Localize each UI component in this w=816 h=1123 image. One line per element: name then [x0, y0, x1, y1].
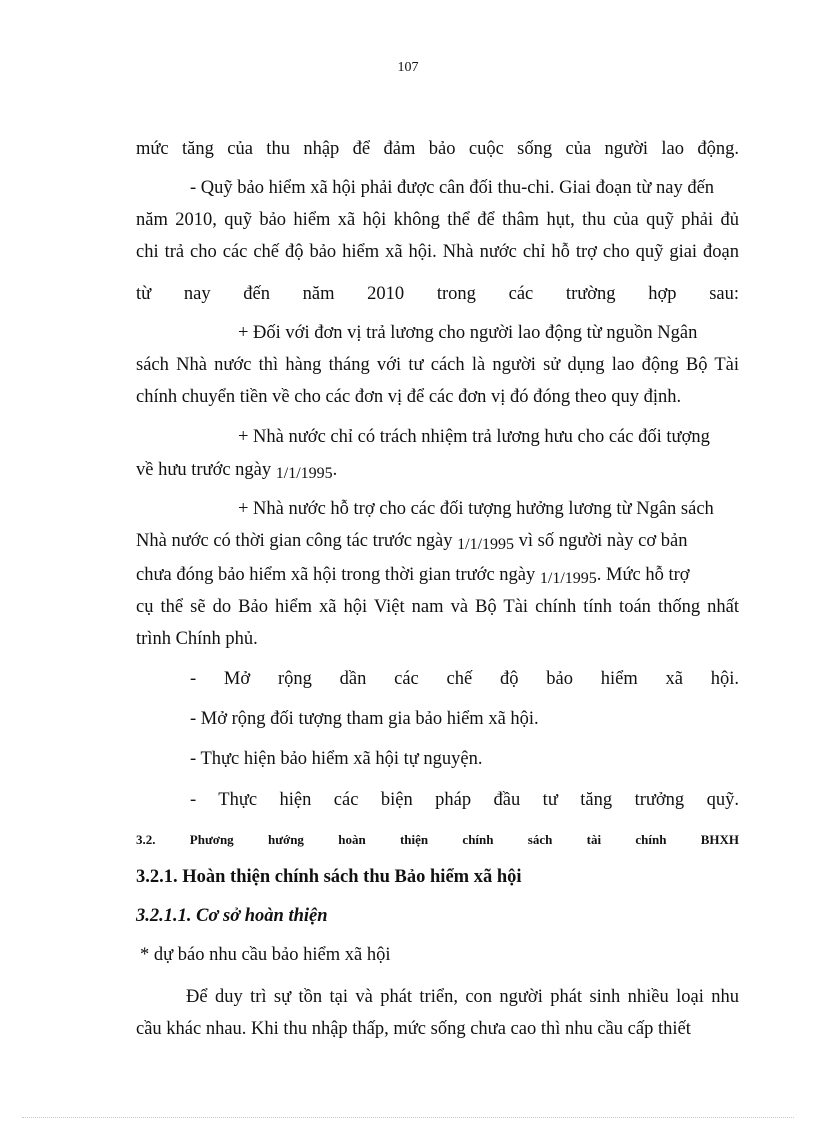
- text-line: từ nay đến năm 2010 trong các trường hợp sau:: [136, 284, 739, 304]
- subsection-heading: 3.2.1. Hoàn thiện chính sách thu Bảo hiểm xã hội: [136, 867, 522, 887]
- text-line: * dự báo nhu cầu bảo hiểm xã hội: [140, 945, 391, 965]
- text-line: - Quỹ bảo hiểm xã hội phải được cân đối thu-chi. Giai đoạn từ nay đến: [190, 178, 715, 198]
- text-line: chi trả cho các chế độ bảo hiểm xã hội. Nhà nước chỉ hỗ trợ cho quỹ giai đoạn: [136, 242, 739, 262]
- text-line: + Nhà nước hỗ trợ cho các đối tượng hưởng lương từ Ngân sách: [238, 499, 714, 519]
- footer-divider: [22, 1117, 794, 1118]
- text-line: - Mở rộng đối tượng tham gia bảo hiểm xã hội.: [190, 709, 539, 729]
- text-line: - Thực hiện các biện pháp đầu tư tăng trưởng quỹ.: [190, 790, 739, 810]
- text-line: - Mở rộng dần các chế độ bảo hiểm xã hội.: [190, 669, 739, 689]
- date-value: 1/1/1995: [539, 570, 597, 587]
- section-heading: 3.2. Phương hướng hoàn thiện chính sách tài chính BHXH: [136, 832, 739, 847]
- text-line: + Nhà nước chỉ có trách nhiệm trả lương hưu cho các đối tượng: [238, 427, 710, 447]
- text-line: [136, 563, 739, 588]
- text-segment: . Mức hỗ trợ: [596, 565, 690, 585]
- text-line: trình Chính phủ.: [136, 629, 258, 649]
- text-segment: .: [332, 460, 338, 480]
- text-line: [136, 458, 739, 483]
- subsubsection-heading: 3.2.1.1. Cơ sở hoàn thiện: [136, 906, 328, 926]
- text-line: cụ thể sẽ do Bảo hiểm xã hội Việt nam và Bộ Tài chính tính toán thống nhất: [136, 597, 739, 617]
- text-line: + Đối với đơn vị trả lương cho người lao động từ nguồn Ngân: [238, 323, 698, 343]
- text-line: [136, 529, 739, 554]
- text-line: - Thực hiện bảo hiểm xã hội tự nguyện.: [190, 749, 483, 769]
- text-line: Để duy trì sự tồn tại và phát triển, con người phát sinh nhiều loại nhu: [186, 987, 739, 1007]
- date-value: 1/1/1995: [275, 465, 333, 482]
- text-segment: về hưu trước ngày: [136, 460, 276, 480]
- text-segment: Nhà nước có thời gian công tác trước ngày: [136, 531, 458, 551]
- page-number: 107: [397, 60, 419, 75]
- text-line: năm 2010, quỹ bảo hiểm xã hội không thể để thâm hụt, thu của quỹ phải đủ: [136, 210, 739, 230]
- text-line: sách Nhà nước thì hàng tháng với tư cách là người sử dụng lao động Bộ Tài: [136, 355, 739, 375]
- text-segment: vì số người này cơ bản: [514, 531, 688, 551]
- date-value: 1/1/1995: [457, 536, 515, 553]
- text-line: chính chuyển tiền về cho các đơn vị để các đơn vị đó đóng theo quy định.: [136, 387, 682, 407]
- text-line: cầu khác nhau. Khi thu nhập thấp, mức sống chưa cao thì nhu cầu cấp thiết: [136, 1019, 691, 1039]
- text-line: mức tăng của thu nhập để đảm bảo cuộc sống của người lao động.: [136, 139, 739, 159]
- text-segment: chưa đóng bảo hiểm xã hội trong thời gian trước ngày: [136, 565, 540, 585]
